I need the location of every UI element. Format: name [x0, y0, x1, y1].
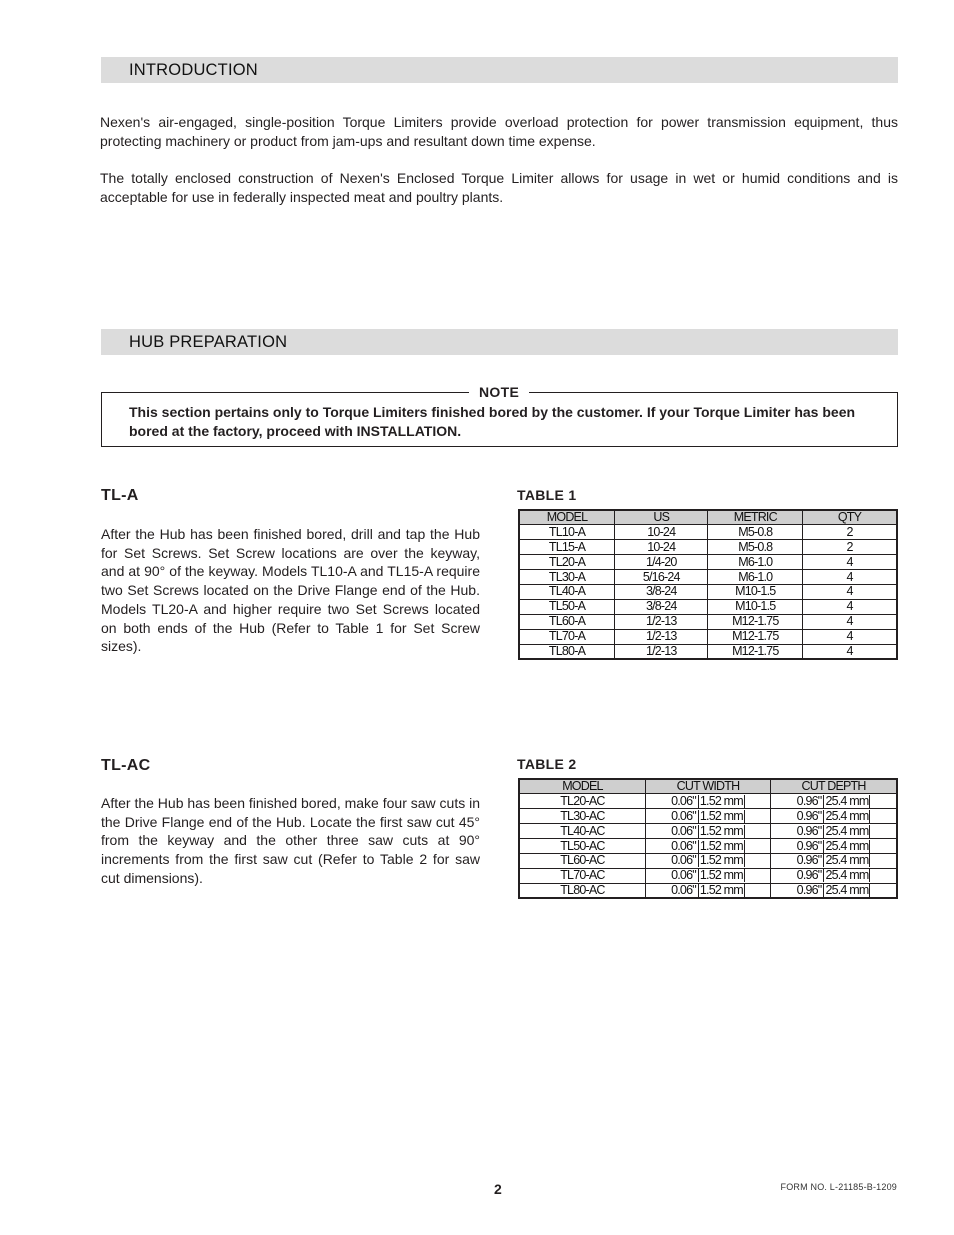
model-cell: TL10-A	[519, 525, 615, 540]
cut-width-cell	[645, 853, 770, 868]
model-cell: TL40-A	[519, 584, 615, 599]
model-cell: TL30-AC	[519, 809, 645, 824]
cut-width-inch: 0.06"	[671, 868, 696, 883]
table-row	[519, 824, 897, 839]
cut-width-mm: 1.52 mm	[699, 882, 743, 897]
model-cell: TL80-AC	[519, 883, 645, 898]
cut-width-inch: 0.06"	[671, 838, 696, 853]
table1	[518, 509, 898, 660]
table-row	[519, 809, 897, 824]
cut-width-cell	[645, 794, 770, 809]
table2-header-cut-depth: CUT DEPTH	[771, 779, 897, 794]
table-row	[519, 629, 897, 644]
table-row	[519, 644, 897, 659]
cut-width-mm: 1.52 mm	[699, 838, 743, 853]
cut-width-mm: 1.52 mm	[699, 868, 743, 883]
hub-preparation-heading: HUB PREPARATION	[101, 329, 898, 355]
cut-depth-cell	[771, 809, 897, 824]
cut-depth-mm: 25.4 mm	[825, 793, 869, 808]
table-row	[519, 540, 897, 555]
cut-depth-cell	[771, 853, 897, 868]
table2-header-row	[519, 779, 897, 794]
cut-depth-inch: 0.96"	[796, 882, 822, 897]
table2-header-cut-width: CUT WIDTH	[645, 779, 770, 794]
model-cell: TL50-A	[519, 599, 615, 614]
cut-width-inch: 0.06"	[671, 808, 696, 823]
tl-ac-paragraph: After the Hub has been finished bored, make four saw cuts in the Drive Flange end of the Hub. Locate the first saw cut 45° from the keyway and the other three saw cuts at 90° increments from the first saw cut (Refer to Table 2 for saw cut dimensions).	[101, 795, 480, 886]
table-row	[519, 584, 897, 599]
tl-a-heading: TL-A	[101, 487, 139, 504]
introduction-heading: INTRODUCTION	[101, 57, 898, 83]
cut-depth-mm: 25.4 mm	[825, 868, 869, 883]
table-row	[519, 599, 897, 614]
table-row	[519, 614, 897, 629]
model-cell: TL60-AC	[519, 853, 645, 868]
metric-cell: M5-0.8	[708, 540, 803, 555]
cut-depth-mm: 25.4 mm	[825, 823, 869, 838]
model-cell: TL20-AC	[519, 794, 645, 809]
model-cell: TL50-AC	[519, 839, 645, 854]
table-row	[519, 839, 897, 854]
us-cell: 10-24	[615, 540, 708, 555]
qty-cell: 4	[803, 629, 897, 644]
cut-width-inch: 0.06"	[671, 793, 696, 808]
table-row	[519, 525, 897, 540]
note-text: This section pertains only to Torque Limiters finished bored by the customer. If your Torque Limiter has been bored at the factory, proceed with INSTALLATION.	[129, 404, 856, 439]
metric-cell: M6-1.0	[708, 555, 803, 570]
us-cell: 1/2-13	[615, 644, 708, 659]
model-cell: TL30-A	[519, 570, 615, 585]
cut-depth-cell	[771, 839, 897, 854]
table1-header-model: MODEL	[519, 510, 615, 525]
qty-cell: 4	[803, 599, 897, 614]
table-row	[519, 555, 897, 570]
us-cell: 10-24	[615, 525, 708, 540]
metric-cell: M6-1.0	[708, 570, 803, 585]
cut-depth-cell	[771, 883, 897, 898]
form-number: FORM NO. L-21185-B-1209	[780, 1182, 897, 1192]
cut-width-mm: 1.52 mm	[699, 823, 743, 838]
qty-cell: 4	[803, 584, 897, 599]
model-cell: TL15-A	[519, 540, 615, 555]
qty-cell: 4	[803, 614, 897, 629]
cut-depth-inch: 0.96"	[796, 853, 822, 868]
qty-cell: 2	[803, 525, 897, 540]
model-cell: TL20-A	[519, 555, 615, 570]
cut-depth-inch: 0.96"	[796, 868, 822, 883]
tl-ac-heading: TL-AC	[101, 757, 151, 774]
note-label: NOTE	[469, 384, 529, 400]
cut-width-cell	[645, 839, 770, 854]
model-cell: TL40-AC	[519, 824, 645, 839]
us-cell: 3/8-24	[615, 599, 708, 614]
table1-header-qty: QTY	[803, 510, 897, 525]
metric-cell: M5-0.8	[708, 525, 803, 540]
table2-title: TABLE 2	[517, 756, 577, 772]
introduction-paragraph-1: Nexen's air-engaged, single-position Torque Limiters provide overload protection for power transmission equipment, thus protecting machinery or product from jam-ups and resultant down time expense.	[100, 114, 898, 149]
model-cell: TL80-A	[519, 644, 615, 659]
cut-width-cell	[645, 809, 770, 824]
cut-width-inch: 0.06"	[671, 882, 696, 897]
introduction-paragraph-2: The totally enclosed construction of Nexen's Enclosed Torque Limiter allows for usage in wet or humid conditions and is acceptable for use in federally inspected meat and poultry plants.	[100, 170, 898, 205]
table1-header-metric: METRIC	[708, 510, 803, 525]
cut-width-cell	[645, 883, 770, 898]
cut-depth-inch: 0.96"	[796, 808, 822, 823]
table2	[518, 778, 898, 899]
table-row	[519, 794, 897, 809]
cut-width-mm: 1.52 mm	[699, 793, 743, 808]
cut-depth-mm: 25.4 mm	[825, 882, 869, 897]
tl-a-paragraph: After the Hub has been finished bored, drill and tap the Hub for Set Screws. Set Screw locations are over the keyway, and at 90° of the keyway. Models TL10-A and TL15-A require two Set Screws located on the Drive Flange end of the Hub. Models TL20-A and higher require two Set Screws located on both ends of the Hub (Refer to Table 1 for Set Screw sizes).	[101, 526, 480, 655]
table-row	[519, 868, 897, 883]
cut-depth-inch: 0.96"	[796, 823, 822, 838]
cut-depth-inch: 0.96"	[796, 793, 822, 808]
cut-width-mm: 1.52 mm	[699, 853, 743, 868]
qty-cell: 2	[803, 540, 897, 555]
cut-width-cell	[645, 868, 770, 883]
table-row	[519, 570, 897, 585]
table1-title: TABLE 1	[517, 487, 577, 503]
cut-depth-cell	[771, 824, 897, 839]
table-row	[519, 883, 897, 898]
table-row	[519, 853, 897, 868]
model-cell: TL70-AC	[519, 868, 645, 883]
us-cell: 1/2-13	[615, 629, 708, 644]
cut-width-mm: 1.52 mm	[699, 808, 743, 823]
cut-depth-mm: 25.4 mm	[825, 853, 869, 868]
table2-header-model: MODEL	[519, 779, 645, 794]
metric-cell: M12-1.75	[708, 614, 803, 629]
cut-width-inch: 0.06"	[671, 853, 696, 868]
metric-cell: M12-1.75	[708, 629, 803, 644]
qty-cell: 4	[803, 644, 897, 659]
us-cell: 5/16-24	[615, 570, 708, 585]
table1-header-row	[519, 510, 897, 525]
metric-cell: M12-1.75	[708, 644, 803, 659]
cut-width-inch: 0.06"	[671, 823, 696, 838]
model-cell: TL70-A	[519, 629, 615, 644]
qty-cell: 4	[803, 570, 897, 585]
qty-cell: 4	[803, 555, 897, 570]
us-cell: 3/8-24	[615, 584, 708, 599]
metric-cell: M10-1.5	[708, 584, 803, 599]
model-cell: TL60-A	[519, 614, 615, 629]
table1-header-us: US	[615, 510, 708, 525]
us-cell: 1/2-13	[615, 614, 708, 629]
us-cell: 1/4-20	[615, 555, 708, 570]
cut-depth-inch: 0.96"	[796, 838, 822, 853]
cut-width-cell	[645, 824, 770, 839]
cut-depth-cell	[771, 868, 897, 883]
metric-cell: M10-1.5	[708, 599, 803, 614]
page-number: 2	[494, 1181, 502, 1197]
cut-depth-cell	[771, 794, 897, 809]
cut-depth-mm: 25.4 mm	[825, 838, 869, 853]
cut-depth-mm: 25.4 mm	[825, 808, 869, 823]
